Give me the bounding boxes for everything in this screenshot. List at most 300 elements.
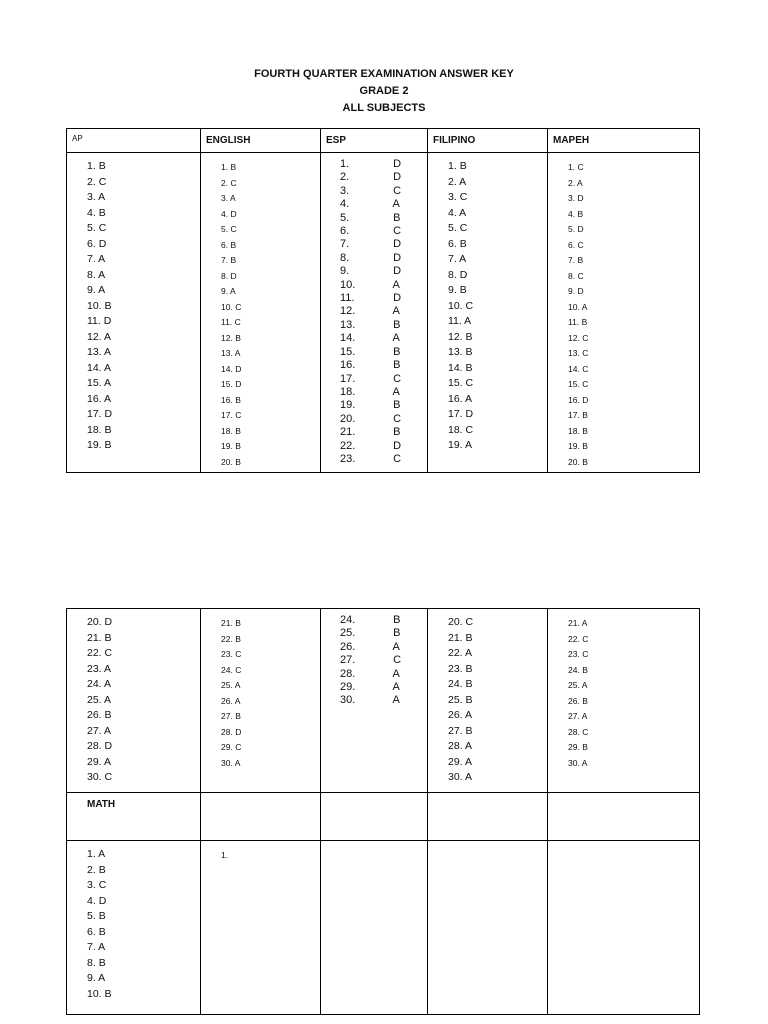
item-number: 25.: [221, 680, 233, 690]
item-answer: A: [103, 693, 111, 706]
item-number: 28.: [448, 740, 463, 752]
item-number: 11.: [448, 315, 462, 327]
item-number: 17.: [568, 410, 580, 420]
item-answer: C: [98, 175, 107, 188]
title-line-2: GRADE 2: [359, 85, 409, 97]
item-answer: A: [581, 757, 588, 768]
answer-item: [87, 770, 200, 786]
answer-item: [87, 283, 200, 299]
item-number: 15.: [568, 379, 580, 389]
answer-item: [568, 740, 699, 756]
answer-item: [221, 238, 320, 254]
item-number: 2.: [340, 171, 350, 184]
answer-item: [568, 222, 699, 238]
answer-item: [340, 185, 427, 198]
answer-item: [87, 159, 200, 175]
item-answer: A: [464, 439, 472, 451]
item-number: 23.: [568, 649, 580, 659]
item-answer: D: [465, 408, 474, 420]
item-number: 11.: [568, 317, 580, 327]
answer-item: [87, 662, 200, 678]
answer-key-table-bottom: [66, 608, 700, 1015]
item-number: 19.: [87, 439, 102, 451]
item-answer: D: [459, 268, 468, 281]
item-number: 3.: [221, 193, 229, 203]
item-number: 13.: [87, 346, 102, 358]
answer-item: [448, 314, 547, 330]
answer-item: [448, 345, 547, 361]
item-answer: D: [393, 238, 402, 251]
answer-item: [87, 237, 200, 253]
answer-key-table-top: [66, 128, 700, 473]
item-answer: C: [577, 270, 584, 281]
answer-item: [448, 237, 547, 253]
answer-item: [221, 647, 320, 663]
item-answer: B: [582, 441, 588, 451]
item-number: 9.: [87, 972, 96, 984]
answer-item: [87, 438, 200, 454]
answer-item: [340, 319, 427, 332]
item-answer: B: [104, 423, 112, 436]
answer-item: [340, 681, 427, 694]
item-number: 12.: [448, 330, 463, 343]
answer-item: [448, 693, 547, 709]
answer-item: [568, 191, 699, 207]
item-number: 12.: [340, 305, 356, 318]
item-number: 14.: [448, 361, 463, 374]
item-number: 7.: [87, 253, 96, 265]
item-answer: D: [577, 193, 584, 203]
answer-item: [221, 393, 320, 409]
item-number: 2.: [87, 863, 96, 876]
item-number: 25.: [340, 627, 356, 640]
item-answer: A: [459, 253, 467, 265]
item-answer: C: [465, 377, 474, 389]
item-answer: A: [581, 711, 588, 721]
item-number: 8.: [568, 270, 576, 281]
item-answer: A: [98, 253, 106, 265]
item-number: 5.: [448, 222, 457, 234]
item-number: 19.: [340, 399, 356, 412]
answer-item: [221, 439, 320, 455]
answer-item: [340, 305, 427, 318]
answer-item: [568, 346, 699, 362]
item-answer: A: [392, 640, 400, 653]
answer-item: [568, 725, 699, 741]
item-number: 28.: [568, 726, 580, 737]
item-answer: B: [465, 693, 473, 706]
item-number: 18.: [448, 423, 463, 436]
item-answer: B: [104, 299, 112, 312]
answer-item: [568, 284, 699, 300]
item-number: 15.: [87, 377, 102, 389]
answer-item: [87, 221, 200, 237]
item-answer: B: [235, 633, 241, 644]
item-answer: B: [465, 330, 473, 343]
item-answer: B: [393, 318, 401, 331]
item-number: 5.: [221, 224, 229, 234]
answer-item: [448, 677, 547, 693]
answer-item: [448, 662, 547, 678]
item-number: 10.: [221, 301, 233, 312]
item-number: 12.: [87, 330, 102, 343]
item-number: 20.: [87, 616, 102, 628]
answer-item: [221, 632, 320, 648]
answer-item: [221, 848, 320, 864]
item-number: 11.: [87, 315, 101, 327]
answer-item: [87, 175, 200, 191]
item-answer: C: [577, 162, 584, 172]
english-answers-1-20: [221, 160, 320, 470]
item-number: 17.: [448, 408, 463, 420]
item-answer: C: [393, 452, 402, 465]
answer-item: [221, 253, 320, 269]
item-answer: B: [104, 631, 112, 644]
item-answer: A: [392, 332, 400, 345]
item-number: 18.: [87, 423, 102, 436]
answer-item: [87, 252, 200, 268]
item-answer: A: [459, 206, 467, 219]
item-answer: A: [577, 177, 583, 188]
answer-item: [87, 345, 200, 361]
answer-item: [448, 361, 547, 377]
item-answer: D: [393, 265, 402, 278]
item-answer: A: [234, 680, 241, 690]
item-number: 24.: [340, 614, 356, 626]
item-number: 1.: [448, 160, 457, 172]
header-esp: ESP: [321, 129, 428, 153]
item-number: 21.: [87, 631, 102, 644]
item-answer: B: [235, 441, 241, 451]
answer-item: [448, 615, 547, 631]
item-number: 10.: [87, 299, 102, 312]
item-answer: B: [393, 359, 401, 372]
item-answer: C: [98, 222, 107, 234]
item-answer: B: [577, 208, 584, 219]
item-answer: B: [230, 255, 237, 265]
answer-item: [568, 678, 699, 694]
item-answer: B: [230, 162, 237, 172]
item-number: 17.: [221, 410, 233, 420]
answer-item: [87, 314, 200, 330]
item-answer: A: [392, 198, 400, 211]
answer-item: [568, 207, 699, 223]
item-number: 9.: [448, 284, 457, 296]
item-answer: C: [582, 348, 589, 358]
answer-item: [340, 654, 427, 667]
item-number: 7.: [87, 941, 96, 953]
mapeh-answers-1-20: [568, 160, 699, 470]
item-number: 29.: [568, 742, 580, 752]
answer-item: [87, 206, 200, 222]
item-answer: C: [234, 317, 241, 327]
answer-item: [87, 423, 200, 439]
item-number: 21.: [568, 618, 580, 628]
answer-item: [568, 269, 699, 285]
item-number: 26.: [340, 640, 356, 653]
item-answer: A: [459, 175, 467, 188]
item-number: 4.: [340, 198, 350, 211]
answer-item: [340, 373, 427, 386]
item-number: 6.: [221, 239, 229, 250]
item-number: 22.: [87, 647, 102, 659]
answer-item: [87, 755, 200, 771]
answer-item: [448, 268, 547, 284]
answer-item: [340, 279, 427, 292]
item-number: 24.: [448, 678, 463, 690]
answer-item: [221, 678, 320, 694]
item-number: 29.: [221, 742, 233, 752]
answer-item: [448, 646, 547, 662]
item-answer: C: [582, 633, 589, 644]
item-answer: D: [235, 379, 242, 389]
answer-item: [87, 987, 200, 1003]
item-number: 25.: [448, 693, 463, 706]
answer-item: [87, 190, 200, 206]
item-number: 3.: [87, 191, 96, 203]
item-answer: A: [464, 755, 472, 768]
item-number: 30.: [568, 757, 580, 768]
item-answer: B: [393, 211, 401, 224]
item-answer: B: [465, 662, 473, 675]
answer-item: [221, 663, 320, 679]
answer-item: [87, 909, 200, 925]
item-answer: D: [393, 292, 402, 305]
item-number: 6.: [87, 925, 96, 938]
item-answer: C: [235, 649, 242, 659]
item-answer: C: [393, 184, 402, 197]
item-number: 1.: [340, 158, 350, 170]
item-answer: A: [581, 618, 588, 628]
item-answer: C: [465, 423, 474, 436]
answer-item: [448, 190, 547, 206]
item-number: 14.: [340, 332, 356, 345]
item-number: 9.: [568, 286, 576, 296]
item-number: 28.: [221, 726, 233, 737]
item-answer: D: [230, 270, 237, 281]
answer-item: [87, 268, 200, 284]
item-number: 24.: [221, 664, 233, 675]
item-number: 13.: [340, 318, 356, 331]
answer-item: [221, 222, 320, 238]
item-number: 21.: [340, 426, 356, 439]
item-answer: C: [98, 879, 107, 891]
ap-answers-1-19: [87, 159, 200, 454]
item-number: 10.: [568, 301, 580, 312]
answer-item: [340, 171, 427, 184]
answer-item: [87, 956, 200, 972]
item-number: 8.: [87, 268, 96, 281]
item-number: 20.: [221, 456, 233, 467]
mapeh-answers-21-30: [568, 616, 699, 771]
answer-item: [568, 300, 699, 316]
item-answer: C: [582, 649, 589, 659]
item-answer: B: [577, 255, 584, 265]
item-answer: B: [235, 618, 241, 628]
item-answer: A: [98, 268, 106, 281]
item-answer: C: [393, 225, 402, 238]
header-ap: AP: [67, 129, 201, 153]
answer-item: [340, 346, 427, 359]
item-answer: A: [98, 848, 106, 860]
item-number: 29.: [87, 755, 102, 768]
answer-item: [568, 647, 699, 663]
answer-item: [87, 615, 200, 631]
answer-item: [568, 709, 699, 725]
item-answer: B: [98, 206, 106, 219]
item-answer: B: [235, 425, 241, 436]
title-line-1: FOURTH QUARTER EXAMINATION ANSWER KEY: [254, 68, 514, 80]
answer-item: [221, 694, 320, 710]
item-number: 6.: [568, 239, 576, 250]
answer-item: [221, 346, 320, 362]
answer-item: [221, 207, 320, 223]
item-number: 16.: [568, 394, 580, 405]
item-answer: A: [103, 377, 111, 389]
answer-item: [568, 439, 699, 455]
item-answer: C: [459, 222, 468, 234]
answer-item: [448, 438, 547, 454]
answer-item: [448, 376, 547, 392]
item-number: 24.: [568, 664, 580, 675]
item-number: 7.: [221, 255, 229, 265]
item-number: 27.: [221, 711, 233, 721]
item-answer: B: [465, 678, 473, 690]
item-answer: D: [393, 158, 402, 170]
item-number: 13.: [448, 346, 463, 358]
item-answer: B: [393, 399, 401, 412]
answer-item: [87, 330, 200, 346]
item-answer: D: [577, 224, 584, 234]
item-number: 7.: [448, 253, 457, 265]
item-number: 1.: [87, 848, 96, 860]
answer-item: [448, 159, 547, 175]
item-number: 27.: [448, 724, 463, 737]
item-number: 5.: [568, 224, 576, 234]
item-number: 25.: [87, 693, 102, 706]
filipino-answers-1-19: [448, 159, 547, 454]
answer-item: [568, 694, 699, 710]
answer-item: [448, 392, 547, 408]
answer-item: [221, 176, 320, 192]
item-answer: C: [393, 654, 402, 667]
item-number: 20.: [340, 412, 356, 425]
item-answer: A: [581, 680, 588, 690]
item-answer: B: [393, 614, 401, 626]
answer-item: [221, 300, 320, 316]
item-answer: B: [235, 394, 241, 405]
answer-item: [221, 160, 320, 176]
item-answer: A: [103, 662, 111, 675]
item-answer: D: [393, 171, 402, 184]
item-answer: D: [104, 408, 113, 420]
item-answer: A: [392, 667, 400, 680]
item-answer: A: [98, 941, 106, 953]
item-number: 15.: [340, 345, 356, 358]
answer-item: [221, 408, 320, 424]
item-answer: D: [393, 439, 402, 452]
item-answer: A: [464, 647, 472, 659]
item-answer: B: [235, 456, 241, 467]
item-answer: D: [230, 208, 237, 219]
item-answer: A: [464, 392, 472, 405]
item-number: 3.: [87, 879, 96, 891]
item-answer: A: [234, 695, 241, 706]
item-number: 10.: [340, 278, 356, 291]
item-answer: A: [464, 740, 472, 752]
item-number: 11.: [340, 292, 355, 305]
item-answer: A: [103, 330, 111, 343]
item-answer: B: [104, 709, 112, 721]
answer-item: [87, 646, 200, 662]
item-number: 8.: [221, 270, 229, 281]
answer-item: [340, 413, 427, 426]
item-number: 26.: [87, 709, 102, 721]
item-number: 2.: [568, 177, 576, 188]
answer-item: [568, 756, 699, 772]
answer-item: [87, 894, 200, 910]
item-number: 30.: [340, 694, 356, 707]
item-number: 10.: [448, 299, 463, 312]
answer-item: [340, 238, 427, 251]
item-number: 16.: [221, 394, 233, 405]
answer-item: [87, 708, 200, 724]
answer-item: [568, 315, 699, 331]
item-answer: B: [459, 284, 467, 296]
answer-item: [221, 455, 320, 471]
title-line-3: ALL SUBJECTS: [342, 102, 426, 114]
answer-item: [87, 677, 200, 693]
item-number: 29.: [448, 755, 463, 768]
item-number: 16.: [340, 359, 356, 372]
item-answer: C: [235, 301, 242, 312]
item-number: 21.: [448, 631, 463, 644]
answer-item: [568, 160, 699, 176]
item-answer: D: [235, 726, 242, 737]
answer-item: [448, 330, 547, 346]
item-number: 30.: [221, 757, 233, 768]
esp-answers-1-23: [340, 158, 427, 466]
item-number: 26.: [568, 695, 580, 706]
answer-item: [568, 616, 699, 632]
item-number: 23.: [340, 452, 356, 465]
answer-item: [87, 940, 200, 956]
item-answer: A: [98, 191, 106, 203]
header-mapeh: MAPEH: [548, 129, 700, 153]
answer-item: [221, 284, 320, 300]
answer-item: [221, 191, 320, 207]
item-number: 3.: [340, 184, 350, 197]
answer-item: [340, 386, 427, 399]
item-answer: C: [230, 224, 237, 234]
answer-item: [340, 198, 427, 211]
item-answer: A: [464, 771, 472, 783]
item-number: 23.: [448, 662, 463, 675]
item-answer: B: [393, 426, 401, 439]
item-answer: B: [235, 711, 241, 721]
answer-item: [340, 332, 427, 345]
answer-item: [448, 206, 547, 222]
item-answer: A: [103, 346, 111, 358]
answer-item: [87, 299, 200, 315]
answer-item: [340, 225, 427, 238]
english-answers-21-30: [221, 616, 320, 771]
item-answer: B: [98, 910, 106, 922]
item-answer: C: [582, 363, 589, 374]
item-answer: B: [235, 332, 241, 343]
item-answer: B: [581, 317, 588, 327]
answer-item: [340, 265, 427, 278]
